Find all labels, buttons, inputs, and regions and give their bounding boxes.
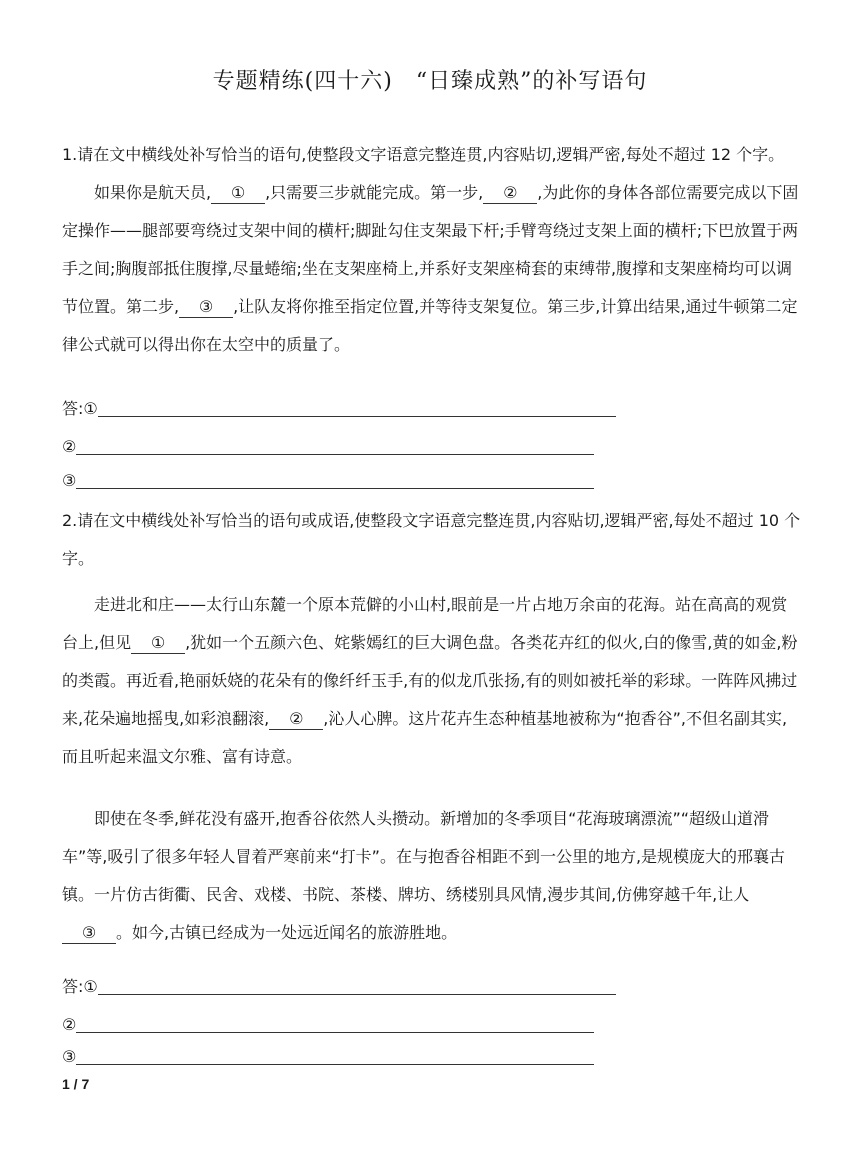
question-2-passage-2 [62,800,802,952]
blank-2: ② [483,183,537,204]
answer-label: 答:① [62,977,98,996]
passage-text: ,沁人心脾。这片花卉生态种植基地被称为“抱香谷”,不但名副其实,而且听起来温文尔雅、富有诗意。 [62,709,788,766]
answer-underline [76,1046,594,1065]
passage-text: ,犹如一个五颜六色、姹紫嫣红的巨大调色盘。各类花卉红的似火,白的像雪,黄的如金,粉的类霞。再近看,艳丽妖娆的花朵有的像纤纤玉手,有的似龙爪张扬,有的则如被托举的彩球。一阵阵风拂过来,花朵遍地摇曳,如彩浪翻滚, [62,633,798,728]
answer-label: ② [62,437,77,456]
answer-label: ③ [62,471,77,490]
question-1-stem: 1.请在文中横线处补写恰当的语句,使整段文字语意完整连贯,内容贴切,逻辑严密,每处不超过 12 个字。 [62,145,785,164]
answer-line-2[interactable] [62,1014,594,1036]
blank-1: ① [131,633,185,654]
passage-text: ,让队友将你推至指定位置,并等待支架复位。第三步,计算出结果,通过牛顿第二定律公式就可以得出你在太空中的质量了。 [62,297,798,354]
blank-1: ① [211,183,265,204]
blank-3: ③ [179,297,233,318]
passage-text: 即使在冬季,鲜花没有盛开,抱香谷依然人头攒动。新增加的冬季项目“花海玻璃漂流”“超级山道滑车”等,吸引了很多年轻人冒着严寒前来“打卡”。在与抱香谷相距不到一公里的地方,是规模庞大的邢襄古镇。一片仿古街衢、民舍、戏楼、书院、茶楼、牌坊、绣楼别具风情,漫步其间,仿佛穿越千年,让人 [62,809,786,904]
question-2-passage [62,586,802,776]
passage-text: 走进北和庄——太行山东麓一个原本荒僻的小山村,眼前是一片占地万余亩的花海。站在高高的观赏台上,但见 [62,595,788,652]
answer-underline [98,398,616,417]
answer-underline [76,470,594,489]
answer-label: ② [62,1015,77,1034]
page-title: 专题精练(四十六) “日臻成熟”的补写语句 [212,69,648,94]
passage-text: ,只需要三步就能完成。第一步, [265,183,484,202]
answer-line-1[interactable] [62,976,616,998]
answer-label: ③ [62,1047,77,1066]
question-1-passage [62,174,802,364]
page-number: 1 / 7 [62,1076,90,1092]
blank-3: ③ [62,923,116,944]
answer-underline [76,436,594,455]
answer-line-1[interactable] [62,398,616,420]
answer-label: 答:① [62,399,98,418]
answer-underline [76,1014,594,1033]
passage-text: 。如今,古镇已经成为一处远近闻名的旅游胜地。 [116,923,458,942]
passage-text: ,为此你的身体各部位需要完成以下固定操作——腿部要弯绕过支架中间的横杆;脚趾勾住支架最下杆;手臂弯绕过支架上面的横杆;下巴放置于两手之间;胸腹部抵住腹撑,尽量蜷缩;坐在支架座椅上,并系好支架座椅套的束缚带,腹撑和支架座椅均可以调节位置。第二步, [62,183,799,316]
answer-line-3[interactable] [62,1046,594,1068]
answer-line-2[interactable] [62,436,594,458]
answer-line-3[interactable] [62,470,594,492]
answer-underline [98,976,616,995]
blank-2: ② [269,709,323,730]
question-2-stem: 2.请在文中横线处补写恰当的语句或成语,使整段文字语意完整连贯,内容贴切,逻辑严密,每处不超过 10 个字。 [62,511,801,568]
passage-text: 如果你是航天员, [94,183,212,202]
